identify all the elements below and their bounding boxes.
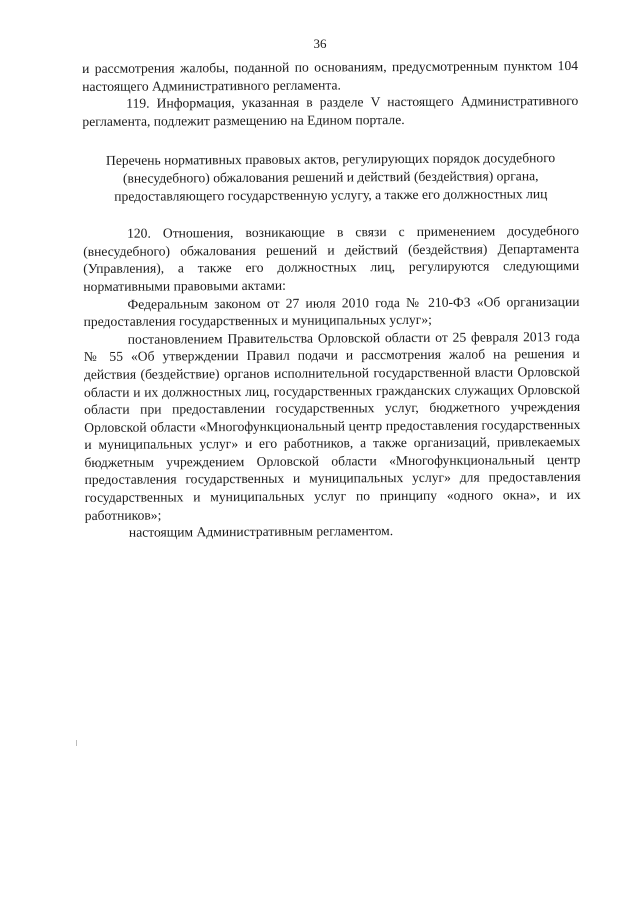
page-number: 36 <box>313 36 327 51</box>
list-item-regulation: настоящим Административным регламентом. <box>128 523 394 540</box>
paragraph-119: 119. Информация, указанная в разделе V настоящего Административного регламента, подлежит размещению на Едином портале. <box>82 93 579 129</box>
section-heading: Перечень нормативных правовых актов, регулирующих порядок досудебного (внесудебного) обжалования решений и действий (бездействия) органа, предоставляющего государственную услугу, а также его должностных лиц <box>105 150 556 204</box>
paragraph-continuation: и рассмотрения жалобы, поданной по основаниям, предусмотренным пунктом 104 настоящего Административного регламента. <box>82 57 579 94</box>
list-item-federal-law: Федеральным законом от 27 июля 2010 года № 210-ФЗ «Об организации предоставления государственных и муниципальных услуг»; <box>83 293 580 330</box>
scan-artifact <box>76 740 77 746</box>
paragraph-120: 120. Отношения, возникающие в связи с применением досудебного (внесудебного) обжалования решений и действий (бездействия) Департамента (Управления), а также его должностных лиц, регулируются следующими нормативными правовыми актами: <box>83 223 580 294</box>
list-item-government-decree: постановлением Правительства Орловской области от 25 февраля 2013 года № 55 «Об утверждении Правил подачи и рассмотрения жалоб на решения и действия (бездействие) органов исполнительной государственной власти Орловской области и их должностных лиц, государственных гражданских служащих Орловской области при предоставлении государственных услуг, бюджетного учреждения Орловской области «Многофункциональный центр предоставления государственных и муниципальных услуг» и его работников, а также организаций, привлекаемых бюджетным учреждением Орловской области «Многофункциональный центр предоставления государственных и муниципальных услуг» для предоставления государственных и муниципальных услуг по принципу «одного окна», и их работников»; <box>83 328 581 523</box>
document-body <box>82 57 581 542</box>
